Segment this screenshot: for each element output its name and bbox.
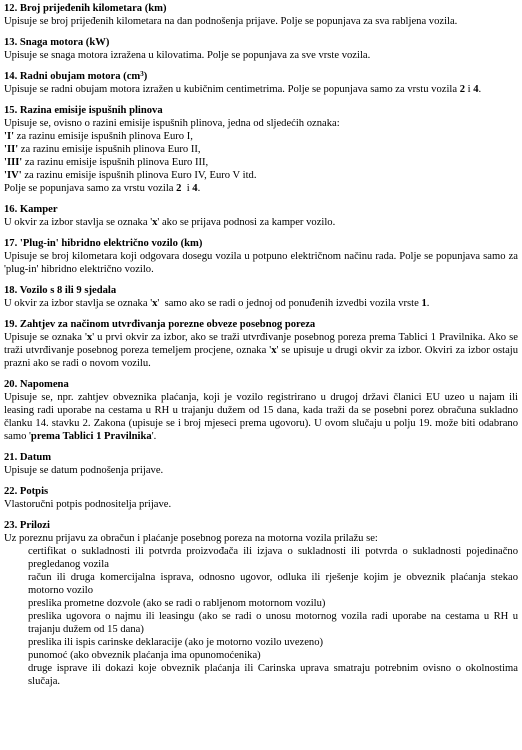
section-23 [4,519,518,688]
section-title: 13. Snaga motora (kW) [4,37,110,48]
list-item: preslika prometne dozvole (ako se radi o rabljenom motornom vozilu) [28,598,326,609]
emission-item [4,156,518,169]
text-part: i [465,84,474,95]
section-21 [4,451,518,477]
emission-text: za razinu emisije ispušnih plinova Euro II, [18,144,201,155]
section-title: 12. Broj prijeđenih kilometara (km) [4,3,167,14]
section-14 [4,70,518,96]
text-part: ' se upisuje u drugi okvir za izbor. Okviri za izbor ostaju prazni ako se radi o novom vozilu. [4,345,519,369]
section-text [4,83,518,96]
text-bold: x [152,217,158,228]
section-intro: Upisuje se, ovisno o razini emisije ispušnih plinova, jedna od sljedećih oznaka: [4,118,340,129]
text-part: U okvir za izbor stavlja se oznaka ' [4,298,153,309]
emission-item [4,143,518,156]
title-superscript: 3 [140,70,144,78]
section-18 [4,284,518,310]
text-part: U okvir za izbor stavlja se oznaka ' [4,217,153,228]
section-title: 21. Datum [4,452,52,463]
text-bold: 1 [421,298,427,309]
text-part: '. [151,431,157,442]
emission-item [4,130,518,143]
section-13 [4,36,518,62]
text-part: . [426,298,430,309]
section-text: Upisuje se broj prijeđenih kilometara na dan podnošenja prijave. Polje se popunjava za sva rabljena vozila. [4,16,458,27]
section-title: 18. Vozilo s 8 ili 9 sjedala [4,285,117,296]
text-part: Upisuje se oznaka ' [4,332,87,343]
emission-text: za razinu emisije ispušnih plinova Euro IV, Euro V itd. [21,170,257,181]
text-bold: prema Tablici 1 Pravilnika [30,431,152,442]
section-22 [4,485,518,511]
section-15 [4,104,518,195]
section-text: Upisuje se datum podnošenja prijave. [4,465,164,476]
section-outro [4,182,518,195]
text-part: ' u prvi okvir za izbor, ako se traži utvrđivanje posebnog poreza prema Tablici 1 Pravilnika. Ako se traži utvrđivanje posebnog poreza temeljem procjene, oznaka ' [4,332,518,356]
title-main: 14. Radni obujam motora (cm [4,71,141,82]
section-17 [4,237,518,276]
section-19 [4,318,518,370]
section-title: 23. Prilozi [4,520,50,531]
section-20 [4,378,518,443]
text-part: . [478,84,482,95]
emission-text: za razinu emisije ispušnih plinova Euro III, [22,157,209,168]
section-title [4,70,518,83]
text-part: Upisuje se radni obujam motora izražen u kubičnim centimetrima. Polje se popunjava samo za vrstu vozila [4,84,460,95]
section-title: 22. Potpis [4,486,49,497]
text-bold: 2 [459,84,465,95]
text-part: i [181,183,193,194]
text-part: ' samo ako se radi o jednoj od ponuđenih izvedbi vozila vrste [157,298,422,309]
section-12 [4,2,518,28]
text-part: Upisuje se, npr. zahtjev obveznika plaćanja, koji je vozilo registrirano u drugoj državi članici EU uzeo u najam ili leasing radi uporabe na cestama u RH u trajanju dužem od 15 dana, kada traži da se posebni porez obračuna sukladno članku 14. stavku 2. Zakona (upisuje se i broj mjeseci prema ugovoru). U ovom slučaju u polju 19. može biti odabrano samo ' [4,392,518,442]
text-bold: x [86,332,93,343]
section-title: 16. Kamper [4,204,58,215]
list-item: preslika ugovora o najmu ili leasingu (ako se radi o unosu motornog vozila radi uporabe na cestama u RH u trajanju dužem od 15 dana) [28,611,518,635]
title-end: ) [143,71,148,82]
section-intro: Uz poreznu prijavu za obračun i plaćanje posebnog poreza na motorna vozila prilažu se: [4,533,378,544]
list-item: punomoć (ako obveznik plaćanja ima opunomoćenika) [28,650,261,661]
text-part: Polje se popunjava samo za vrstu vozila [4,183,177,194]
section-16 [4,203,518,229]
emission-code: 'I' [4,131,15,142]
section-text: Vlastoručni potpis podnositelja prijave. [4,499,172,510]
section-text [4,331,518,370]
list-item: certifikat o sukladnosti ili potvrda proizvođača ili izjava o sukladnosti ili potvrda o sukladnosti pojedinačno pregledanog vozila [28,546,518,570]
section-text: Upisuje se snaga motora izražena u kilovatima. Polje se popunjava za sve vrste vozila. [4,50,371,61]
section-title: 17. 'Plug-in' hibridno električno vozilo (km) [4,238,203,249]
text-bold: x [271,345,277,356]
emission-code: 'IV' [4,170,22,181]
text-part: ' ako se prijava podnosi za kamper vozilo. [157,217,336,228]
section-text [4,216,518,229]
list-item: račun ili druga komercijalna isprava, odnosno ugovor, odluka ili rješenje kojim je obveznik plaćanja stekao motorno vozilo [28,572,518,596]
text-part: . [197,183,201,194]
list-item: druge isprave ili dokazi koje obveznik plaćanja ili Carinska uprava smatraju potrebnim ovisno o okolnostima slučaja. [28,663,518,687]
text-bold: 4 [192,183,198,194]
text-bold: x [152,298,158,309]
emission-code: 'II' [4,144,19,155]
section-text [4,297,518,310]
list-item: preslika ili ispis carinske deklaracije (ako je motorno vozilo uvezeno) [28,637,324,648]
section-title: 20. Napomena [4,379,69,390]
section-title: 19. Zahtjev za načinom utvrđivanja porezne obveze posebnog poreza [4,319,316,330]
section-text: Upisuje se broj kilometara koji odgovara dosegu vozila u potpuno električnom načinu rada. Polje se popunjava samo za 'plug-in' hibridno električno vozilo. [4,251,518,275]
attachments-list [4,545,518,688]
section-text [4,391,518,443]
section-title: 15. Razina emisije ispušnih plinova [4,105,163,116]
text-bold: 4 [473,84,479,95]
text-bold: 2 [176,183,182,194]
emission-item [4,169,518,182]
emission-code: 'III' [4,157,23,168]
emission-text: za razinu emisije ispušnih plinova Euro I, [14,131,193,142]
